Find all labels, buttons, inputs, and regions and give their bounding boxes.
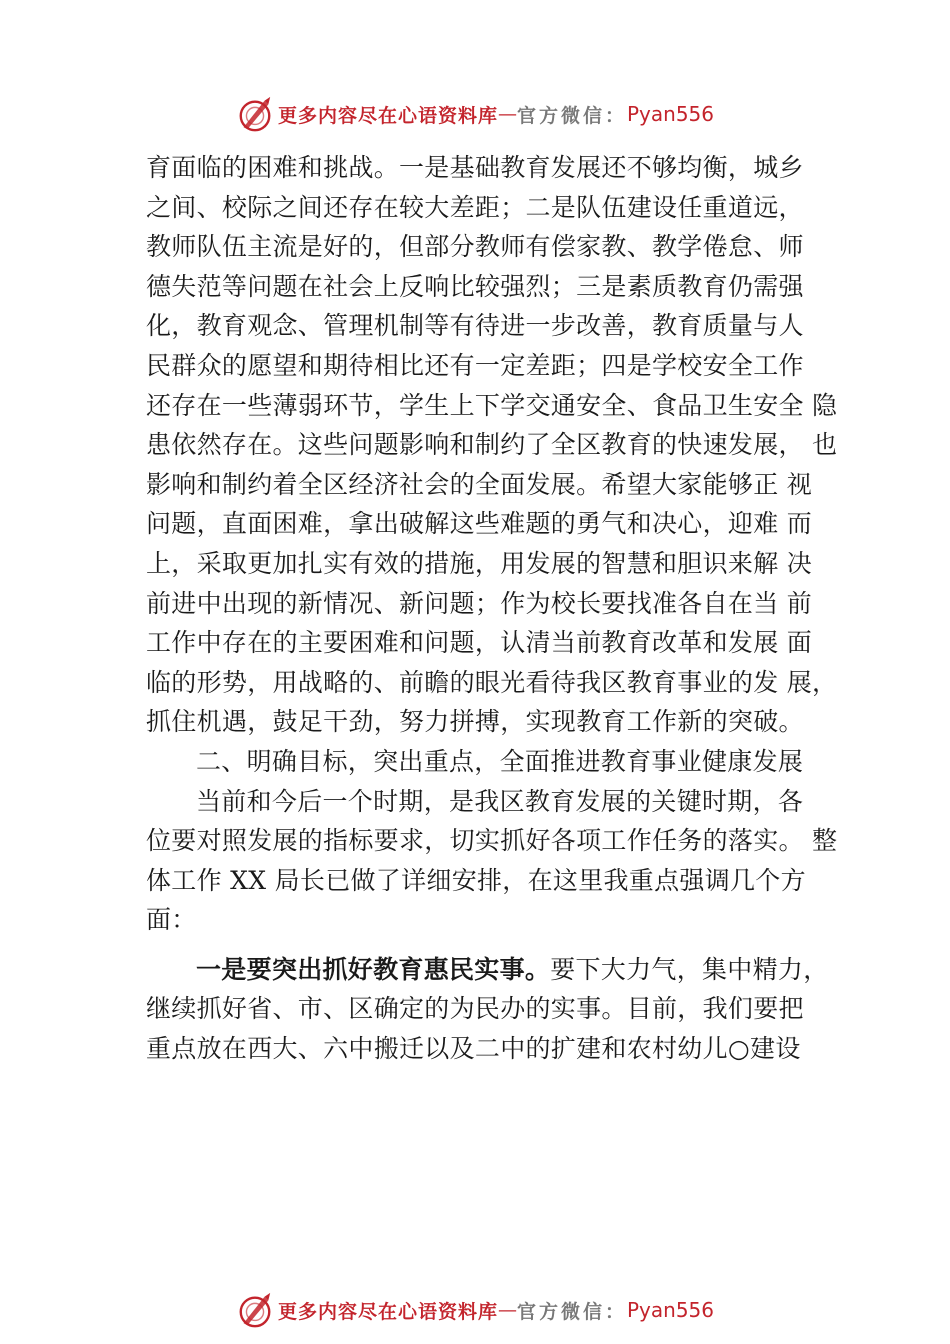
- header-wechat-label: 官方微信：: [516, 104, 627, 127]
- text-line: 民群众的愿望和期待相比还有一定差距；四是学校安全工作: [146, 350, 804, 380]
- footer-banner: [0, 1288, 950, 1332]
- text-line: 之间、校际之间还存在较大差距；二是队伍建设任重道远，: [146, 192, 804, 222]
- text-line: 体工作 XX 局长已做了详细安排，在这里我重点强调几个方: [146, 865, 806, 895]
- header-site-text: 更多内容尽在心语资料库: [277, 104, 498, 127]
- quill-pen-logo-icon: [236, 95, 274, 133]
- header-banner: [0, 92, 950, 136]
- text-line: 德失范等问题在社会上反响比较强烈；三是素质教育仍需强: [146, 271, 804, 301]
- bold-lead-text: 一是要突出抓好教育惠民实事。: [196, 954, 551, 984]
- section-heading: 二、明确目标，突出重点，全面推进教育事业健康发展: [196, 746, 804, 776]
- text-line: 教师队伍主流是好的，但部分教师有偿家教、教学倦怠、师: [146, 232, 804, 262]
- quill-pen-logo-icon: [236, 1291, 274, 1329]
- text-line: 重点放在西大、六中搬迁以及二中的扩建和农村幼儿○建设: [146, 1034, 801, 1064]
- text-line: 前进中出现的新情况、新问题；作为校长要找准各自在当 前: [146, 588, 813, 618]
- text-line: 面：: [146, 905, 197, 935]
- header-dash: —: [497, 103, 517, 125]
- footer-site-text: 更多内容尽在心语资料库: [277, 1300, 498, 1323]
- first-line-rest: 要下大力气，集中精力，: [550, 954, 829, 984]
- text-line: 还存在一些薄弱环节，学生上下学交通安全、食品卫生安全 隐: [146, 390, 838, 420]
- text-line: 抓住机遇，鼓足干劲，努力拼搏，实现教育工作新的突破。: [146, 707, 804, 737]
- paragraph3-first-line: [146, 950, 836, 990]
- text-line: 位要对照发展的指标要求，切实抓好各项工作任务的落实。 整: [146, 826, 838, 856]
- text-line: 上，采取更加扎实有效的措施，用发展的智慧和胆识来解 决: [146, 548, 813, 578]
- text-line: 问题，直面困难，拿出破解这些难题的勇气和决心，迎难 而: [146, 509, 813, 539]
- footer-dash: —: [497, 1299, 517, 1321]
- text-line: 育面临的困难和挑战。一是基础教育发展还不够均衡，城乡: [146, 153, 804, 182]
- text-line: 化，教育观念、管理机制等有待进一步改善，教育质量与人: [146, 311, 804, 341]
- text-line: 临的形势，用战略的、前瞻的眼光看待我区教育事业的发 展，: [146, 667, 838, 697]
- header-wechat-id: Pyan556: [627, 102, 715, 126]
- text-line: 患依然存在。这些问题影响和制约了全区教育的快速发展， 也: [146, 430, 838, 460]
- document-body: [146, 148, 836, 1069]
- text-line: 当前和今后一个时期，是我区教育发展的关键时期，各: [196, 786, 804, 816]
- footer-wechat-label: 官方微信：: [516, 1300, 627, 1323]
- text-line: 工作中存在的主要困难和问题，认清当前教育改革和发展 面: [146, 628, 813, 658]
- text-line: 影响和制约着全区经济社会的全面发展。希望大家能够正 视: [146, 469, 813, 499]
- text-line: 继续抓好省、市、区确定的为民办的实事。目前，我们要把: [146, 994, 804, 1024]
- footer-wechat-id: Pyan556: [627, 1298, 715, 1322]
